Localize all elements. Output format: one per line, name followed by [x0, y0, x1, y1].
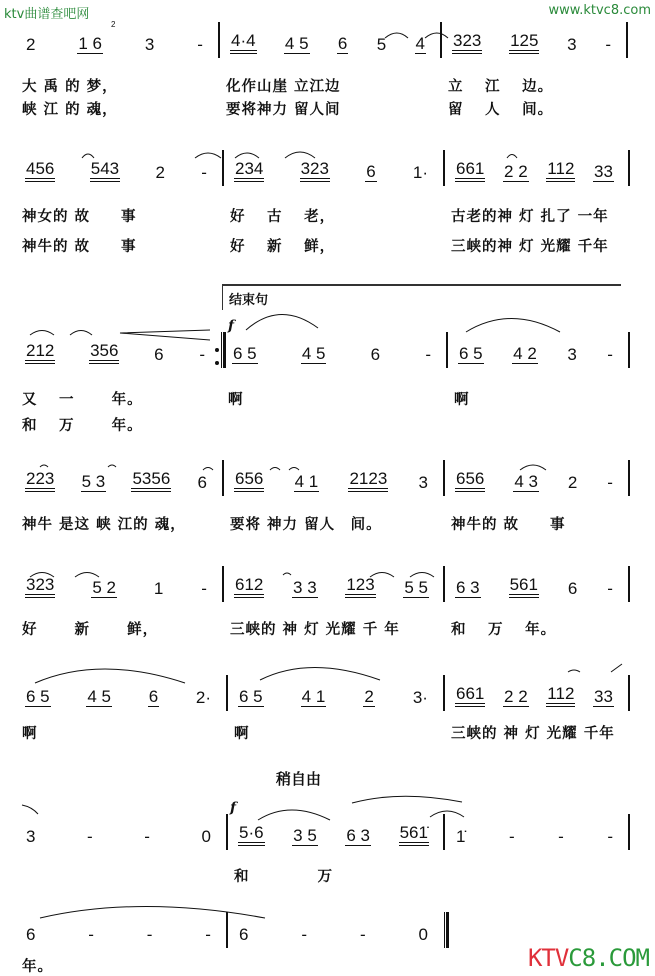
barline	[443, 814, 445, 850]
slur	[35, 669, 185, 683]
barline	[446, 332, 448, 368]
note-group: 33	[594, 162, 613, 181]
note-group: -	[144, 827, 150, 846]
repeat-dot	[216, 362, 219, 365]
note-group: 323	[25, 576, 55, 598]
note-group: -	[201, 163, 207, 182]
note-group: 6	[239, 925, 249, 944]
lyric-text: 好 古 老，	[230, 209, 336, 225]
slur	[70, 331, 92, 336]
slur	[611, 664, 622, 672]
slur	[425, 33, 448, 38]
note-group: 234	[234, 160, 264, 182]
lyric-text: 神牛的 故 事	[22, 239, 137, 255]
measure	[25, 158, 208, 182]
measure	[234, 574, 429, 598]
section-label: 结束句	[229, 293, 269, 308]
barline	[218, 22, 220, 58]
repeat-dot	[216, 349, 219, 352]
measure	[25, 30, 204, 54]
note-group: 6 5	[26, 687, 50, 706]
note-group: 6	[154, 345, 164, 364]
note-group: 1	[153, 579, 164, 598]
site-url[interactable]: www.ktvc8.com	[548, 3, 651, 18]
barline	[628, 675, 630, 711]
note-group: 5 2	[92, 578, 116, 597]
lyric-text: 啊	[228, 392, 244, 408]
lyric-text: 峡 江 的 魂，	[22, 102, 118, 118]
barline	[628, 566, 630, 602]
slur	[258, 810, 330, 820]
measure	[238, 683, 429, 707]
measure	[25, 822, 212, 846]
note-group: 6	[567, 579, 578, 598]
watermark-c8: C8	[568, 944, 596, 972]
slur	[260, 668, 380, 681]
note-group: 3·	[412, 688, 428, 707]
note-group: -	[607, 579, 613, 598]
note-group: 456	[25, 160, 55, 182]
note-group: 6	[148, 687, 159, 706]
note-group: 6 5	[459, 344, 483, 363]
lyric-text: 化作山崖 立江边	[226, 79, 341, 95]
barline	[443, 460, 445, 496]
note-group: 543	[90, 160, 120, 182]
lyric-text: 神牛 是这 峡 江的 魂，	[22, 517, 186, 533]
note-group: 3	[418, 473, 428, 492]
note-group: 6	[337, 34, 348, 53]
measure	[458, 340, 614, 364]
measure	[25, 340, 206, 364]
note-group: 612	[234, 576, 264, 598]
lyric-text: 和 万 年。	[22, 418, 143, 434]
note-group: 112	[546, 160, 575, 182]
note-group: 6 3	[456, 578, 480, 597]
note-group: 4·4	[230, 32, 257, 54]
note-group: 3	[144, 35, 155, 54]
note-group: -	[558, 827, 564, 846]
note-group: 1 6	[78, 34, 103, 53]
note-group: 4 2	[513, 344, 537, 363]
ending-section-bracket	[222, 284, 621, 310]
barline	[628, 814, 630, 850]
note-group: 6	[366, 162, 376, 181]
lyric-text: 好 新 鲜，	[22, 622, 159, 638]
note-group: 4 1	[294, 472, 319, 491]
measure	[238, 822, 429, 846]
lyric-text: 啊	[22, 726, 38, 742]
note-group: 656	[234, 470, 264, 492]
barline	[628, 150, 630, 186]
dynamic-forte: f	[228, 318, 235, 334]
note-group: 2123	[348, 470, 388, 492]
crescendo-hairpin	[120, 330, 210, 340]
note-group: -	[607, 345, 613, 364]
slur	[30, 331, 54, 336]
measure	[25, 683, 212, 707]
lyric-text: 大 禹 的 梦，	[22, 79, 118, 95]
note-group: 4 1	[301, 687, 326, 706]
note-group: -	[607, 473, 613, 492]
note-group: 4 5	[301, 344, 326, 363]
note-group: 0	[201, 827, 211, 846]
note-group: 4 5	[87, 687, 111, 706]
slur	[108, 465, 116, 467]
note-group: 5 3	[81, 472, 106, 491]
note-group: 3 5	[293, 826, 317, 845]
slur	[22, 805, 38, 814]
note-group: 6 3	[346, 826, 371, 845]
site-name: ktv曲谱查吧网	[4, 7, 90, 22]
note-group: 223	[25, 470, 55, 492]
note-group: 3 3	[293, 578, 317, 597]
note-group: 5	[376, 35, 387, 54]
lyric-text: 和 万 年。	[451, 622, 557, 638]
note-group: 323	[300, 160, 330, 182]
slur	[430, 811, 464, 817]
lyric-text: 神女的 故 事	[22, 209, 137, 225]
slur	[568, 670, 580, 672]
measure	[455, 468, 614, 492]
measure	[455, 683, 614, 707]
slur	[246, 314, 318, 330]
measure	[25, 468, 208, 492]
barline	[220, 332, 226, 368]
note-group: 6	[370, 345, 381, 364]
lyric-text: 好 新 鲜，	[230, 239, 336, 255]
lyric-text: 又 一 年。	[22, 392, 143, 408]
note-group: 6	[26, 925, 36, 944]
note-group: 4 3	[514, 472, 538, 491]
note-group: 561	[509, 576, 539, 598]
measure	[25, 920, 212, 944]
note-group: -	[301, 925, 308, 944]
note-group: 356	[89, 342, 119, 364]
note-group: -	[607, 827, 613, 846]
note-group: 656	[455, 470, 485, 492]
note-group: -	[199, 345, 205, 364]
barline	[440, 22, 442, 58]
note-group: -	[508, 827, 515, 846]
note-group: 1·	[412, 163, 428, 182]
measure	[230, 30, 426, 54]
slur	[352, 796, 462, 803]
note-group: 33	[594, 687, 613, 706]
watermark-logo	[528, 944, 649, 972]
measure	[455, 822, 614, 846]
measure	[455, 574, 614, 598]
note-group: 6 5	[239, 687, 263, 706]
note-group: 323	[452, 32, 482, 54]
measure	[25, 574, 208, 598]
barline	[222, 566, 224, 602]
barline	[628, 332, 630, 368]
dynamic-forte: f	[230, 800, 237, 816]
slur	[40, 907, 265, 919]
note-group: 661	[455, 160, 485, 182]
note-group: 3	[26, 827, 36, 846]
barline	[626, 22, 628, 58]
barline	[222, 150, 224, 186]
note-group: -	[146, 925, 153, 944]
note-group: 0	[418, 925, 428, 944]
note-group: 125	[509, 32, 539, 54]
grace-note: 2	[111, 20, 116, 29]
note-group: 3	[567, 345, 577, 364]
measure	[238, 920, 429, 944]
note-group: -	[359, 925, 366, 944]
lyric-text: 立 江 边。	[448, 79, 554, 95]
note-group: -	[201, 579, 207, 598]
slur	[40, 465, 48, 467]
lyric-text: 留 人 间。	[448, 102, 554, 118]
note-group: 2 2	[504, 687, 528, 706]
note-group: 6 5	[233, 344, 257, 363]
measure	[232, 340, 432, 364]
note-group: -	[197, 35, 203, 54]
note-group: 4 5	[284, 34, 309, 53]
barline	[443, 675, 445, 711]
note-group: 2	[567, 473, 578, 492]
note-group: 3	[567, 35, 577, 54]
lyric-text: 要将神力 留人间	[226, 102, 341, 118]
measure	[452, 30, 612, 54]
watermark-com: .COM	[595, 944, 649, 972]
measure	[234, 468, 429, 492]
note-group: 5356	[131, 470, 171, 492]
watermark-ktv: KTV	[527, 944, 569, 972]
barline	[443, 566, 445, 602]
lyric-text: 三峡的 神 灯 光耀 千年	[451, 726, 615, 742]
note-group: 4	[415, 34, 425, 53]
note-group: -	[605, 35, 611, 54]
note-group: -	[205, 925, 211, 944]
note-group: 6	[197, 473, 207, 492]
note-group: 2	[364, 687, 374, 706]
note-group: 112	[546, 685, 575, 707]
note-group: 2 2	[504, 162, 528, 181]
note-group: 2	[155, 163, 165, 182]
lyric-text: 啊	[454, 392, 470, 408]
lyric-text: 神牛的 故 事	[451, 517, 566, 533]
barline	[226, 675, 228, 711]
note-group: 561̇	[399, 824, 429, 846]
note-group: 212	[25, 342, 55, 364]
barline	[443, 912, 449, 948]
note-group: 5·6	[238, 824, 265, 846]
note-group: 5 5	[404, 578, 428, 597]
note-group: -	[87, 827, 93, 846]
lyric-text: 年。	[22, 959, 53, 975]
note-group: -	[88, 925, 94, 944]
lyric-text: 古老的神 灯 扎了 一年	[451, 209, 609, 225]
slur	[466, 319, 560, 333]
lyric-text: 和 万	[234, 869, 334, 885]
note-group: 1̇	[456, 827, 466, 846]
lyric-text: 三峡的 神 灯 光耀 千 年	[230, 622, 400, 638]
measure	[455, 158, 614, 182]
lyric-text: 三峡的神 灯 光耀 千年	[451, 239, 609, 255]
barline	[226, 912, 228, 948]
barline	[628, 460, 630, 496]
tempo-marking: 稍自由	[276, 770, 322, 788]
note-group: 2	[26, 35, 36, 54]
note-group: 123	[345, 576, 375, 598]
note-group: 661	[455, 685, 485, 707]
note-group: 2·	[195, 688, 211, 707]
barline	[226, 814, 228, 850]
note-group: -	[425, 345, 431, 364]
barline	[443, 150, 445, 186]
barline	[222, 460, 224, 496]
measure	[234, 158, 429, 182]
lyric-text: 啊	[234, 726, 250, 742]
lyric-text: 要将 神力 留人 间。	[230, 517, 382, 533]
